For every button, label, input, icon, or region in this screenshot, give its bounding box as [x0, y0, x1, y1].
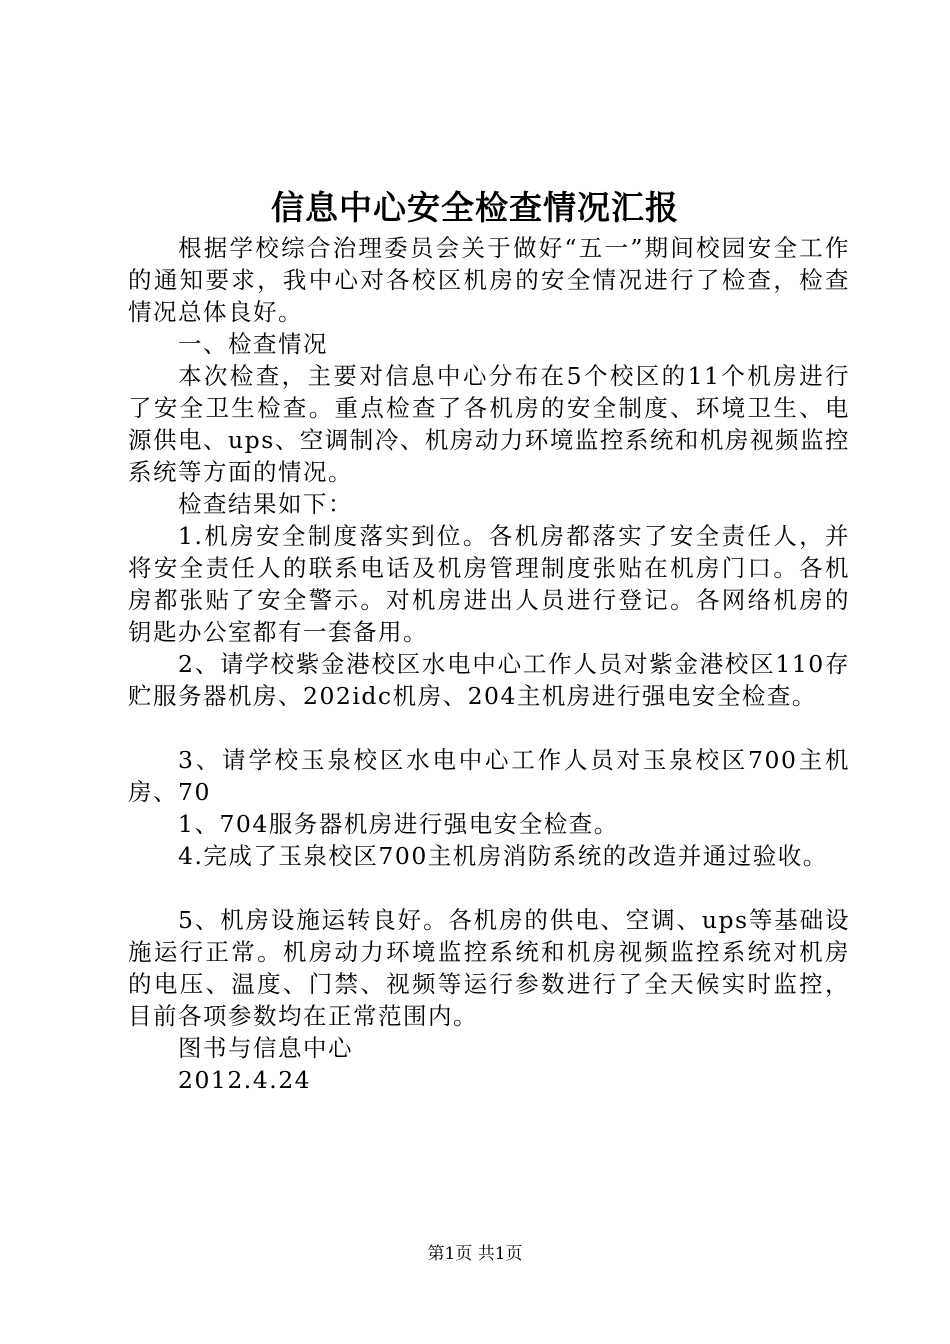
signature-date: 2012.4.24 — [178, 1066, 312, 1094]
section-heading-inspection: 一、检查情况 — [178, 330, 328, 358]
document-body — [128, 232, 850, 1096]
document-title: 信息中心安全检查情况汇报 — [271, 188, 679, 227]
paragraph-scope: 本次检查，主要对信息中心分布在5个校区的11个机房进行了安全卫生检查。重点检查了各机房的安全制度、环境卫生、电源供电、ups、空调制冷、机房动力环境监控系统和机房视频监控系统等方面的情况。 — [128, 362, 850, 486]
paragraph-results-heading: 检查结果如下： — [178, 490, 353, 518]
paragraph-item-5: 5、机房设施运转良好。各机房的供电、空调、ups等基础设施运行正常。机房动力环境监控系统和机房视频监控系统对机房的电压、温度、门禁、视频等运行参数进行了全天候实时监控，目前各项参数均在正常范围内。 — [128, 906, 850, 1030]
page-footer: 第1页 共1页 — [427, 1244, 523, 1264]
paragraph-intro: 根据学校综合治理委员会关于做好“五一”期间校园安全工作的通知要求，我中心对各校区机房的安全情况进行了检查，检查情况总体良好。 — [128, 234, 850, 326]
signature-organization: 图书与信息中心 — [178, 1034, 353, 1062]
paragraph-item-4: 4.完成了玉泉校区700主机房消防系统的改造并通过验收。 — [178, 842, 828, 870]
paragraph-item-2: 2、请学校紫金港校区水电中心工作人员对紫金港校区110存贮服务器机房、202idc机房、204主机房进行强电安全检查。 — [128, 650, 850, 710]
paragraph-item-1: 1.机房安全制度落实到位。各机房都落实了安全责任人，并将安全责任人的联系电话及机房管理制度张贴在机房门口。各机房都张贴了安全警示。对机房进出人员进行登记。各网络机房的钥匙办公室都有一套备用。 — [128, 522, 850, 646]
paragraph-item-3-continued: 1、704服务器机房进行强电安全检查。 — [178, 810, 619, 838]
paragraph-item-3: 3、请学校玉泉校区水电中心工作人员对玉泉校区700主机房、70 — [128, 746, 850, 806]
